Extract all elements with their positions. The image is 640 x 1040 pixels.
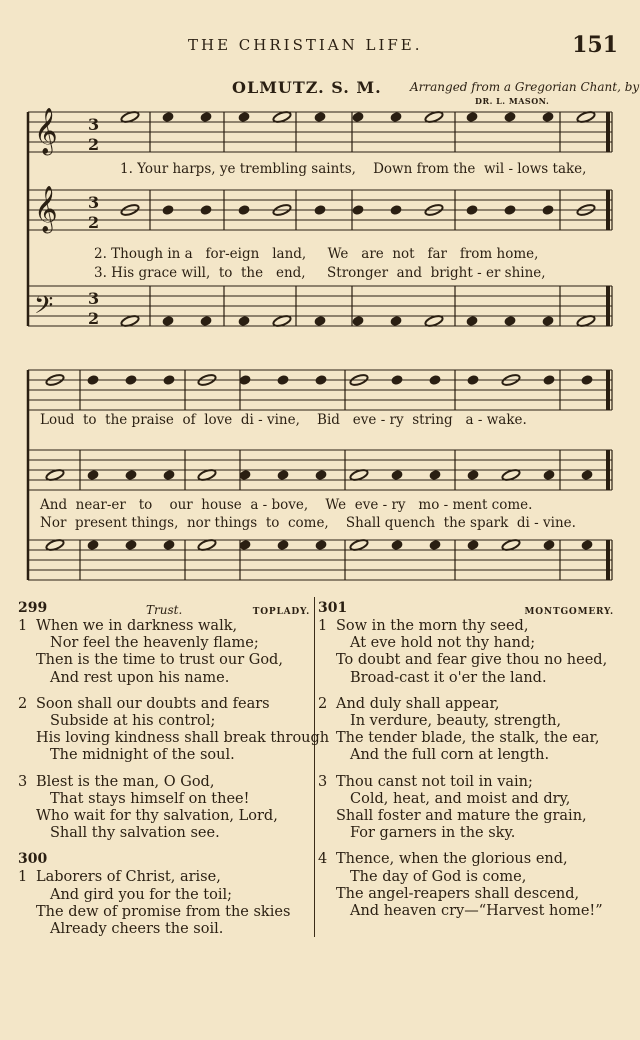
time-signature: 3 xyxy=(88,289,100,308)
note-head xyxy=(238,112,250,123)
note-head xyxy=(390,112,402,123)
hymn-line: And rest upon his name. xyxy=(50,669,230,686)
note-head xyxy=(315,470,327,481)
note-head xyxy=(391,375,403,386)
note-head xyxy=(238,205,250,216)
stanza xyxy=(18,695,330,765)
time-signature: 3 xyxy=(88,193,100,212)
hymn-line: His loving kindness shall break through xyxy=(36,730,330,747)
note-head xyxy=(542,112,554,123)
hymn-line: Subside at his control; xyxy=(50,713,216,730)
stanza xyxy=(318,696,618,765)
lyric-line: 2. Though in a for-eign land, We are not far from home, xyxy=(94,246,539,262)
stanza-number: 2 xyxy=(318,695,328,712)
hymn-number: 301 xyxy=(318,600,348,616)
hymn-line: Shall foster and mature the grain, xyxy=(336,808,587,825)
page-number: 151 xyxy=(572,32,618,58)
time-signature: 2 xyxy=(88,135,100,154)
hymn-line: The dew of promise from the skies xyxy=(36,903,291,920)
stanza xyxy=(18,618,314,687)
column-divider xyxy=(314,597,315,937)
hymn-number: 300 xyxy=(18,851,48,868)
note-head xyxy=(200,316,212,327)
note-head xyxy=(200,112,212,123)
note-head xyxy=(391,540,403,551)
note-head xyxy=(314,112,326,123)
hymn-line: The tender blade, the stalk, the ear, xyxy=(336,730,600,747)
note-head xyxy=(390,205,402,216)
hymn-line: The midnight of the soul. xyxy=(50,747,235,764)
note-head xyxy=(87,375,99,386)
note-head xyxy=(239,470,251,481)
note-head xyxy=(315,540,327,551)
hymn-number: 299 xyxy=(18,600,48,616)
stanza xyxy=(18,869,314,938)
hymn-line: When we in darkness walk, xyxy=(36,618,238,634)
note-head xyxy=(466,205,478,216)
note-head xyxy=(163,375,175,386)
time-signature: 2 xyxy=(88,213,100,232)
note-head xyxy=(542,205,554,216)
hymn-line: And gird you for the toil; xyxy=(50,886,233,903)
note-head xyxy=(467,375,479,386)
stanza xyxy=(318,774,618,843)
note-head xyxy=(163,540,175,551)
treble-clef: 𝄞 xyxy=(34,108,58,154)
lyric-line: 3. His grace will, to the end, Stronger and bright - er shine, xyxy=(94,265,546,281)
bass-clef: 𝄢 xyxy=(34,291,54,326)
hymn-line: In verdure, beauty, strength, xyxy=(350,713,562,730)
stanza-number: 1 xyxy=(318,618,328,634)
hymn-line: Cold, heat, and moist and dry, xyxy=(350,790,571,807)
hymn-line: At eve hold not thy hand; xyxy=(350,635,536,652)
note-head xyxy=(581,470,593,481)
hymn-line: Thence, when the glorious end, xyxy=(336,851,568,868)
hymn-author: MONTGOMERY. xyxy=(524,607,614,617)
hymn-line: That stays himself on thee! xyxy=(50,790,250,807)
note-head xyxy=(200,205,212,216)
note-head xyxy=(277,375,289,386)
note-head xyxy=(352,205,364,216)
note-head xyxy=(125,470,137,481)
stanza-number: 1 xyxy=(18,869,28,886)
note-head xyxy=(277,470,289,481)
note-head xyxy=(543,470,555,481)
note-head xyxy=(504,112,516,123)
note-head xyxy=(504,316,516,327)
note-head xyxy=(352,316,364,327)
hymn-header xyxy=(18,600,314,618)
note-head xyxy=(466,316,478,327)
note-head xyxy=(581,375,593,386)
lyric-line: Loud to the praise of love di - vine, Bid eve - ry string a - wake. xyxy=(40,412,527,428)
stanza xyxy=(18,774,314,843)
hymn-line: And the full corn at length. xyxy=(350,747,550,764)
left-hymn-column xyxy=(18,600,330,947)
hymn-line: Laborers of Christ, arise, xyxy=(36,869,221,886)
note-head xyxy=(239,375,251,386)
note-head xyxy=(238,316,250,327)
note-head xyxy=(466,112,478,123)
lyric-line: Nor present things, nor things to come, Shall quench the spark di - vine. xyxy=(40,515,576,531)
stanza-number: 3 xyxy=(318,773,328,790)
note-head xyxy=(391,470,403,481)
hymn-line: To doubt and fear give thou no heed, xyxy=(336,652,608,669)
hymn-line: Blest is the man, O God, xyxy=(36,773,215,790)
note-head xyxy=(390,316,402,327)
stanza-number: 2 xyxy=(18,695,28,712)
note-head xyxy=(542,316,554,327)
hymn-line: The day of God is come, xyxy=(350,868,527,885)
hymn-line: For garners in the sky. xyxy=(350,825,516,842)
note-head xyxy=(429,375,441,386)
note-head xyxy=(504,205,516,216)
hymn-line: And heaven cry—“Harvest home!” xyxy=(350,903,603,920)
time-signature: 2 xyxy=(88,309,100,328)
note-head xyxy=(162,205,174,216)
hymn-line: Shall thy salvation see. xyxy=(50,825,220,842)
hymn-topic: Trust. xyxy=(146,603,183,617)
hymn-line: Who wait for thy salvation, Lord, xyxy=(36,808,278,825)
note-head xyxy=(125,540,137,551)
note-head xyxy=(125,375,137,386)
note-head xyxy=(352,112,364,123)
note-head xyxy=(314,205,326,216)
hymn-line: Sow in the morn thy seed, xyxy=(336,618,529,634)
note-head xyxy=(467,470,479,481)
note-head xyxy=(87,470,99,481)
note-head xyxy=(429,540,441,551)
tune-title: OLMUTZ. S. M. xyxy=(232,78,382,97)
running-head: THE CHRISTIAN LIFE. xyxy=(188,36,423,54)
note-head xyxy=(543,375,555,386)
hymn-line: Already cheers the soil. xyxy=(50,921,224,938)
note-head xyxy=(87,540,99,551)
arranger-name: DR. L. MASON. xyxy=(475,96,550,106)
note-head xyxy=(163,470,175,481)
arrangement-credit: Arranged from a Gregorian Chant, by xyxy=(410,80,640,94)
note-head xyxy=(315,375,327,386)
hymn-line: Broad-cast it o'er the land. xyxy=(350,669,547,686)
hymn-line: The angel-reapers shall descend, xyxy=(336,885,580,902)
hymn-header xyxy=(18,851,314,869)
note-head xyxy=(277,540,289,551)
note-head xyxy=(162,316,174,327)
hymn-line: Soon shall our doubts and fears xyxy=(36,695,270,712)
note-head xyxy=(429,470,441,481)
stanza xyxy=(318,618,618,687)
note-head xyxy=(239,540,251,551)
hymn-author: TOPLADY. xyxy=(252,607,310,617)
hymn-line: Nor feel the heavenly flame; xyxy=(50,635,259,652)
hymn-line: Thou canst not toil in vain; xyxy=(336,773,533,790)
hymn-line: Then is the time to trust our God, xyxy=(36,652,283,669)
stanza-number: 3 xyxy=(18,773,28,790)
hymn-line: And duly shall appear, xyxy=(336,695,500,712)
right-hymn-column xyxy=(318,600,618,929)
stanza-number: 4 xyxy=(318,851,328,868)
note-head xyxy=(581,540,593,551)
hymn-header xyxy=(318,600,618,618)
stanza xyxy=(318,851,618,920)
stanza-number: 1 xyxy=(18,618,28,634)
note-head xyxy=(543,540,555,551)
note-head xyxy=(467,540,479,551)
time-signature: 3 xyxy=(88,115,100,134)
lyric-line: And near-er to our house a - bove, We eve - ry mo - ment come. xyxy=(40,497,533,513)
lyric-line: 1. Your harps, ye trembling saints, Down from the wil - lows take, xyxy=(120,161,587,177)
note-head xyxy=(314,316,326,327)
treble-clef: 𝄞 xyxy=(34,186,58,232)
note-head xyxy=(162,112,174,123)
